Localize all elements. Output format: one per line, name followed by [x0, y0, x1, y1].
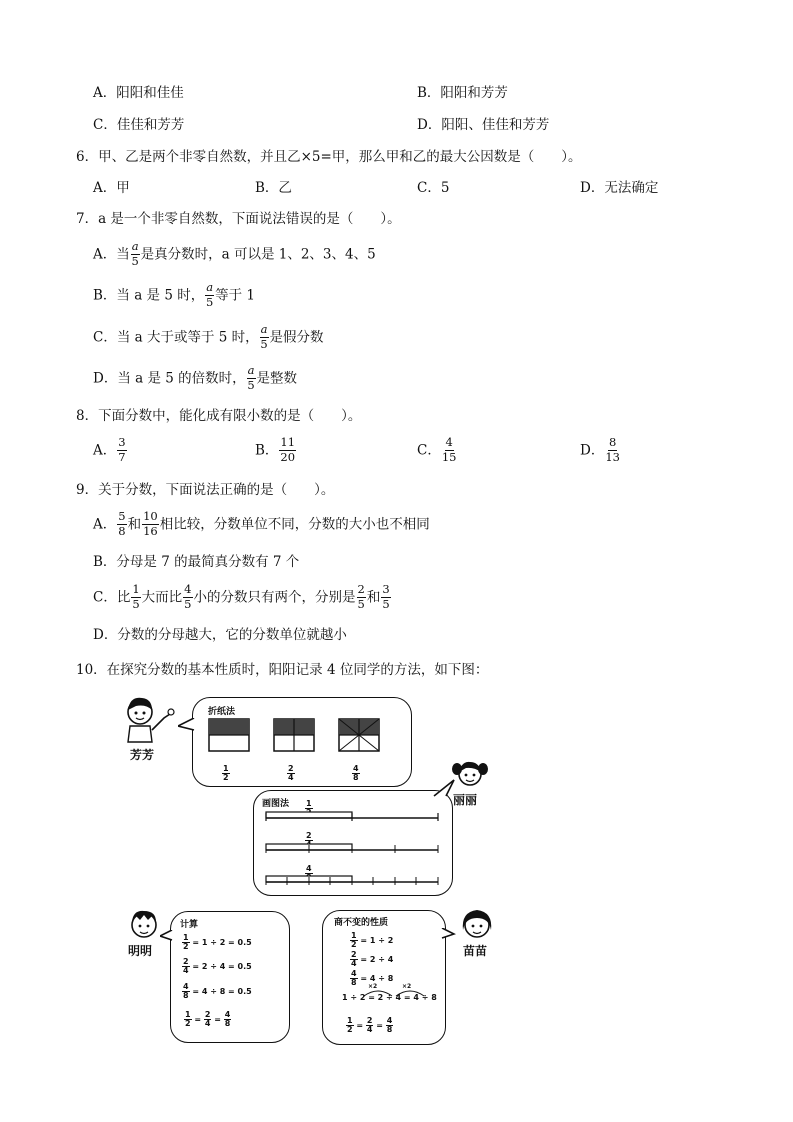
- number-line-diagrams: [262, 810, 444, 890]
- q9-stem: 9．关于分数，下面说法正确的是（ ）。: [76, 482, 335, 498]
- q8-option-c[interactable]: C． $\frac{4}{15}$: [417, 435, 457, 464]
- name-mingming: 明明: [128, 944, 153, 958]
- name-miaomiao: 苗苗: [463, 944, 488, 958]
- q5-option-a[interactable]: A．阳阳和佳佳: [93, 85, 184, 101]
- jisuan-title: 计算: [180, 920, 199, 930]
- q7-option-d[interactable]: D．当 a 是 5 的倍数时， $\frac{a}{5}$ 是整数: [93, 363, 297, 392]
- q8-option-b[interactable]: B． $\frac{11}{20}$: [255, 435, 296, 464]
- shang-ann-2: ×2: [402, 983, 412, 990]
- q10-stem: 10．在探究分数的基本性质时，阳阳记录 4 位同学的方法，如下图：: [76, 662, 489, 678]
- shang-line-last: $\frac{1}{2}$ = $\frac{2}{4}$ = $\frac{4}{8}$: [347, 1016, 393, 1034]
- q7-option-c[interactable]: C．当 a 大于或等于 5 时， $\frac{a}{5}$ 是假分数: [93, 322, 324, 351]
- q6-option-c[interactable]: C．5: [417, 180, 450, 196]
- shang-line-3: $\frac{4}{8}$ = 4 ÷ 8: [351, 969, 394, 987]
- q9-option-b[interactable]: B．分母是 7 的最简真分数有 7 个: [93, 554, 300, 570]
- jisuan-line-1: $\frac{1}{2}$ = 1 ÷ 2 = 0.5: [183, 933, 252, 951]
- q6-option-a[interactable]: A．甲: [93, 180, 130, 196]
- huatu-frac-2: 2: [306, 831, 312, 840]
- bubble-tail: [440, 928, 456, 942]
- zhezhi-title: 折纸法: [208, 707, 236, 717]
- jisuan-line-4: $\frac{1}{2}$ = $\frac{2}{4}$ = $\frac{4}{8}$: [185, 1010, 231, 1028]
- q7-option-a[interactable]: A．当 $\frac{a}{5}$ 是真分数时，a 可以是 1、2、3、4、5: [93, 239, 376, 268]
- bubble-tail: [160, 930, 174, 944]
- shang-ann-1: ×2: [368, 983, 378, 990]
- jisuan-line-3: $\frac{4}{8}$ = 4 ÷ 8 = 0.5: [183, 982, 252, 1000]
- q8-stem: 8．下面分数中，能化成有限小数的是（ ）。: [76, 408, 362, 424]
- q5-option-b[interactable]: B．阳阳和芳芳: [417, 85, 508, 101]
- name-fangfang: 芳芳: [130, 748, 155, 762]
- q7-stem: 7．a 是一个非零自然数，下面说法错误的是（ ）。: [76, 211, 401, 227]
- fraction: $\frac{a}{5}$: [260, 322, 268, 351]
- shang-line-1: $\frac{1}{2}$ = 1 ÷ 2: [351, 931, 394, 949]
- shang-title: 商不变的性质: [334, 918, 389, 928]
- q9-option-c[interactable]: C．比 $\frac{1}{5}$ 大而比 $\frac{4}{5}$ 小的分数只有两个，分别是 $\frac{2}{5}$ 和 $\frac{3}{5}$: [93, 582, 390, 611]
- boy-mingming-icon: [124, 906, 164, 942]
- shang-chain: 1 ÷ 2 = 2 ÷ 4 = 4 ÷ 8: [342, 993, 437, 1002]
- girl-miaomiao-icon: [457, 906, 497, 942]
- girl-lili-icon: [450, 757, 490, 791]
- huatu-title: 画图法: [262, 799, 290, 809]
- q6-option-d[interactable]: D．无法确定: [580, 180, 659, 196]
- shang-line-2: $\frac{2}{4}$ = 2 ÷ 4: [351, 950, 394, 968]
- fraction: $\frac{a}{5}$: [206, 280, 214, 309]
- fraction: $\frac{a}{5}$: [131, 239, 139, 268]
- zhezhi-frac-1: $\frac{1}{2}$: [223, 764, 229, 782]
- q6-option-b[interactable]: B．乙: [255, 180, 292, 196]
- folded-paper-diagrams: [208, 718, 388, 754]
- q8-option-d[interactable]: D． $\frac{8}{13}$: [580, 435, 620, 464]
- q5-option-d[interactable]: D．阳阳、佳佳和芳芳: [417, 117, 550, 133]
- jisuan-line-2: $\frac{2}{4}$ = 2 ÷ 4 = 0.5: [183, 957, 252, 975]
- q6-stem: 6．甲、乙是两个非零自然数，并且乙×5=甲，那么甲和乙的最大公因数是（ ）。: [76, 149, 582, 165]
- bubble-tail: [430, 778, 456, 798]
- bubble-tail: [178, 718, 196, 732]
- q9-option-d[interactable]: D．分数的分母越大，它的分数单位就越小: [93, 627, 347, 643]
- name-lili: 丽丽: [453, 793, 478, 807]
- zhezhi-frac-2: $\frac{2}{4}$: [288, 764, 294, 782]
- zhezhi-frac-3: $\frac{4}{8}$: [353, 764, 359, 782]
- fraction: $\frac{a}{5}$: [247, 363, 255, 392]
- q8-option-a[interactable]: A． $\frac{3}{7}$: [93, 435, 126, 464]
- q5-option-c[interactable]: C．佳佳和芳芳: [93, 117, 185, 133]
- huatu-frac-1: 1: [306, 799, 312, 808]
- girl-fangfang-icon: [118, 692, 180, 744]
- q7-option-b[interactable]: B．当 a 是 5 时， $\frac{a}{5}$ 等于 1: [93, 280, 255, 309]
- huatu-frac-3: 4: [306, 864, 312, 873]
- q9-option-a[interactable]: A． $\frac{5}{8}$ 和 $\frac{10}{16}$ 相比较，分数单位不同，分数的大小也不相同: [93, 509, 430, 538]
